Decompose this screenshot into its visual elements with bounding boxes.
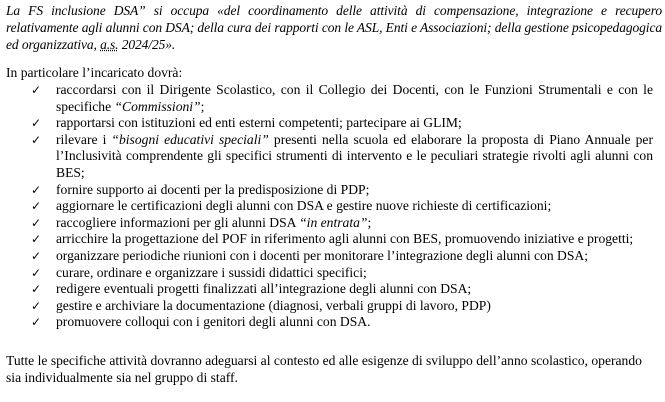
intro-school-year-prefix: a.s. [100,37,119,52]
checkmark-icon: ✓ [31,265,42,280]
checkmark-icon: ✓ [31,298,42,313]
task-text: raccogliere informazioni per gli alunni DSA [56,214,300,230]
checkmark-icon: ✓ [31,248,42,263]
task-text: rapportarsi con istituzioni ed enti esterni competenti; partecipare ai GLIM; [56,115,462,131]
task-text: rilevare i [56,131,112,147]
task-emphasis: “Commissioni” [114,98,201,114]
checkmark-icon: ✓ [31,199,42,214]
task-item [0,265,665,282]
tasks-lead-text: In particolare l’incaricato dovrà: [6,65,183,80]
task-item [0,248,665,265]
task-emphasis: “bisogni educativi speciali” [111,131,269,147]
task-list [0,82,665,331]
task-item [0,82,665,115]
task-item [0,215,665,232]
task-text: fornire supporto ai docenti per la predisposizione di PDP; [56,181,370,197]
task-text: raccordarsi con il Dirigente Scolastico, con il Collegio dei Docenti, con le Funzioni Strumentali e con le specifiche [56,82,653,114]
task-text: promuovere colloqui con i genitori degli alunni con DSA. [56,314,371,330]
task-item [0,198,665,215]
intro-paragraph [6,2,662,53]
checkmark-icon: ✓ [31,215,42,230]
checkmark-icon: ✓ [31,83,42,97]
task-emphasis: “in entrata” [299,214,368,230]
intro-text-part1: La FS inclusione DSA” si occupa «del coordinamento delle attività di compensazione, integrazione e recupero relativamente agli alunni con DSA; della cura dei rapporti con le ASL, Enti e Associazioni; della gestione psicopedagogica ed organizzativa, [6,3,662,52]
task-item [0,115,665,132]
task-item [0,281,665,298]
intro-text-part2: 2024/25». [118,37,176,52]
checkmark-icon: ✓ [31,116,42,131]
task-text: curare, ordinare e organizzare i sussidi didattici specifici; [56,264,367,280]
task-item [0,182,665,199]
task-text: aggiornare le certificazioni degli alunni con DSA e gestire nuove richieste di certificazioni; [56,198,552,214]
task-text-after: presenti nella scuola ed elaborare la proposta di Piano Annuale per l’Inclusività comprendente gli specifici strumenti di intervento e le peculiari strategie rivolti agli alunni con BES; [56,131,653,180]
task-text-after: ; [367,214,372,230]
task-text: organizzare periodiche riunioni con i docenti per monitorare l’integrazione degli alunni con DSA; [56,247,588,263]
checkmark-icon: ✓ [31,315,42,330]
task-text: arricchire la progettazione del POF in riferimento agli alunni con BES, promuovendo iniziative e progetti; [56,231,634,247]
checkmark-icon: ✓ [31,182,42,197]
checkmark-icon: ✓ [31,132,42,147]
task-text: gestire e archiviare la documentazione (diagnosi, verbali gruppi di lavoro, PDP) [56,297,491,313]
checkmark-icon: ✓ [31,232,42,247]
task-item [0,298,665,315]
task-text-after: ; [200,98,205,114]
task-item [0,314,665,331]
closing-paragraph: Tutte le specifiche attività dovranno adeguarsi al contesto ed alle esigenze di sviluppo dell’anno scolastico, operando sia individualmente sia nel gruppo di staff. [6,353,642,385]
task-text: redigere eventuali progetti finalizzati all’integrazione degli alunni con DSA; [56,281,472,297]
task-item [0,231,665,248]
checkmark-icon: ✓ [31,282,42,297]
task-item [0,132,665,182]
